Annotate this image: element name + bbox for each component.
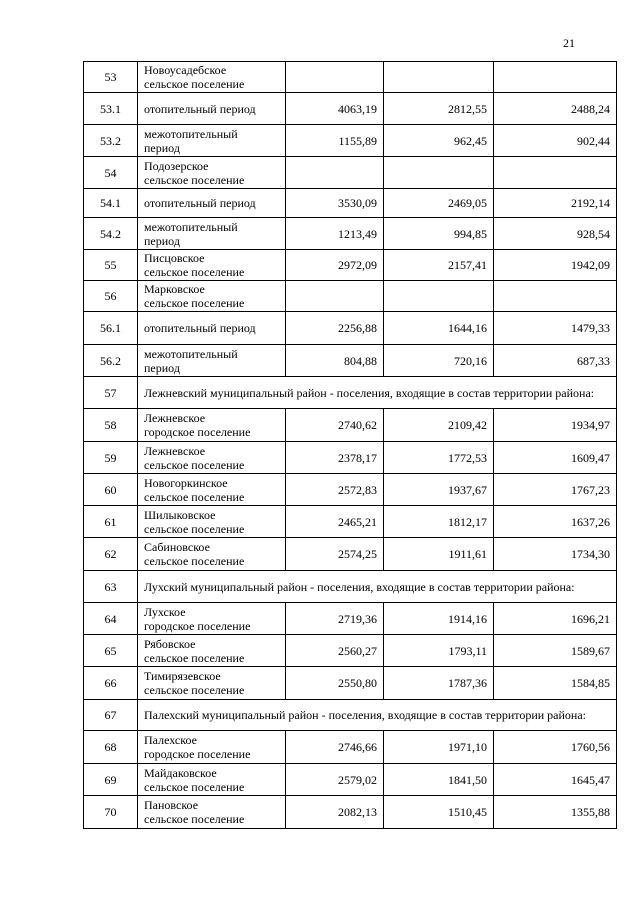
value-col-3 <box>494 281 617 312</box>
settlement-name-line: сельское поселение <box>144 812 245 826</box>
table-row <box>84 312 617 345</box>
row-number: 57 <box>84 377 138 409</box>
table-row <box>84 538 617 571</box>
settlement-name-line: сельское поселение <box>144 77 245 91</box>
value-col-3 <box>494 157 617 189</box>
settlement-name-line: городское поселение <box>144 747 251 761</box>
row-number: 67 <box>84 700 138 731</box>
value-col-2: 2109,42 <box>384 409 494 442</box>
value-col-1: 2572,83 <box>286 474 384 506</box>
settlement-name <box>138 409 286 442</box>
row-number: 63 <box>84 571 138 603</box>
value-col-1: 2082,13 <box>286 796 384 829</box>
table-row <box>84 796 617 829</box>
value-col-2: 2157,41 <box>384 250 494 281</box>
value-col-1: 2560,27 <box>286 635 384 667</box>
settlement-name <box>138 189 286 218</box>
row-number: 68 <box>84 731 138 764</box>
settlement-name-line: сельское поселение <box>144 489 245 504</box>
value-col-3: 1934,97 <box>494 409 617 442</box>
settlement-name-line: Подозерское <box>144 158 209 173</box>
table-row <box>84 189 617 218</box>
row-number: 55 <box>84 250 138 281</box>
value-col-1: 1213,49 <box>286 218 384 250</box>
value-col-3: 1767,23 <box>494 474 617 506</box>
settlement-name <box>138 281 286 312</box>
row-number: 56.2 <box>84 345 138 377</box>
value-col-2: 2469,05 <box>384 189 494 218</box>
row-number: 53.2 <box>84 125 138 157</box>
settlement-name-line: Пановское <box>144 798 199 812</box>
value-col-1: 1155,89 <box>286 125 384 157</box>
settlement-name-line: Шилыковское <box>144 507 216 522</box>
value-col-2: 2812,55 <box>384 93 494 125</box>
table-row <box>84 667 617 700</box>
value-col-3: 2192,14 <box>494 189 617 218</box>
settlement-name <box>138 125 286 157</box>
settlement-name-line: Новогоркинское <box>144 475 228 490</box>
value-col-1: 804,88 <box>286 345 384 377</box>
value-col-2: 1772,53 <box>384 442 494 474</box>
value-col-2: 962,45 <box>384 125 494 157</box>
value-col-2: 1812,17 <box>384 506 494 538</box>
table-row <box>84 700 617 731</box>
settlement-name <box>138 218 286 250</box>
settlement-name-line: сельское поселение <box>144 296 245 310</box>
value-col-2: 720,16 <box>384 345 494 377</box>
value-col-3: 902,44 <box>494 125 617 157</box>
value-col-2: 1971,10 <box>384 731 494 764</box>
settlement-name <box>138 506 286 538</box>
settlement-name <box>138 538 286 571</box>
settlement-name-line: Рябовское <box>144 636 196 651</box>
table-row <box>84 474 617 506</box>
settlement-name-line: Писцовское <box>144 251 205 265</box>
row-number: 58 <box>84 409 138 442</box>
settlement-name-line: сельское поселение <box>144 172 245 187</box>
settlement-name-line: Сабиновское <box>144 540 210 554</box>
row-number: 53 <box>84 62 138 93</box>
value-col-3: 1760,56 <box>494 731 617 764</box>
settlement-name <box>138 731 286 764</box>
settlement-name-line: период <box>144 140 180 155</box>
tariff-table <box>83 61 617 829</box>
row-number: 54.2 <box>84 218 138 250</box>
row-number: 56 <box>84 281 138 312</box>
table-row <box>84 635 617 667</box>
settlement-name-line: период <box>144 360 180 375</box>
value-col-1: 4063,19 <box>286 93 384 125</box>
settlement-name-line: Марковское <box>144 282 205 296</box>
settlement-name-line: сельское поселение <box>144 779 245 794</box>
settlement-name-line: сельское поселение <box>144 521 245 536</box>
settlement-name <box>138 312 286 345</box>
district-heading: Палехский муниципальный район - поселения, входящие в состав территории района: <box>138 700 617 731</box>
value-col-1: 2550,80 <box>286 667 384 700</box>
value-col-3: 1696,21 <box>494 603 617 635</box>
table-row <box>84 603 617 635</box>
settlement-name <box>138 474 286 506</box>
value-col-2: 1937,67 <box>384 474 494 506</box>
value-col-1: 2719,36 <box>286 603 384 635</box>
value-col-3: 1589,67 <box>494 635 617 667</box>
table-body <box>84 62 617 829</box>
value-col-2: 1914,16 <box>384 603 494 635</box>
value-col-2: 1911,61 <box>384 538 494 571</box>
settlement-name-line: сельское поселение <box>144 683 245 697</box>
table-row <box>84 93 617 125</box>
row-number: 53.1 <box>84 93 138 125</box>
table-row <box>84 281 617 312</box>
value-col-3: 1942,09 <box>494 250 617 281</box>
row-number: 59 <box>84 442 138 474</box>
value-col-1 <box>286 62 384 93</box>
value-col-3: 928,54 <box>494 218 617 250</box>
settlement-name-line: городское поселение <box>144 618 251 633</box>
value-col-1: 2579,02 <box>286 764 384 796</box>
table-row <box>84 218 617 250</box>
table-row <box>84 764 617 796</box>
table-row <box>84 62 617 93</box>
settlement-name <box>138 764 286 796</box>
settlement-name-line: Тимирязевское <box>144 669 221 683</box>
row-number: 66 <box>84 667 138 700</box>
settlement-name <box>138 250 286 281</box>
value-col-2: 994,85 <box>384 218 494 250</box>
value-col-1: 2574,25 <box>286 538 384 571</box>
value-col-3: 1479,33 <box>494 312 617 345</box>
settlement-name <box>138 157 286 189</box>
settlement-name-line: Лежневское <box>144 443 206 458</box>
settlement-name <box>138 796 286 829</box>
district-heading: Лухский муниципальный район - поселения, входящие в состав территории района: <box>138 571 617 603</box>
value-col-1: 2972,09 <box>286 250 384 281</box>
settlement-name-line: межотопительный <box>144 219 238 234</box>
value-col-2 <box>384 157 494 189</box>
row-number: 69 <box>84 764 138 796</box>
table-row <box>84 409 617 442</box>
value-col-1: 2378,17 <box>286 442 384 474</box>
settlement-name-line: сельское поселение <box>144 265 245 279</box>
settlement-name-line: отопительный период <box>144 101 256 116</box>
value-col-2: 1787,36 <box>384 667 494 700</box>
settlement-name-line: Лухское <box>144 604 186 619</box>
settlement-name <box>138 345 286 377</box>
row-number: 64 <box>84 603 138 635</box>
value-col-1: 2740,62 <box>286 409 384 442</box>
settlement-name-line: период <box>144 233 180 248</box>
value-col-3: 1637,26 <box>494 506 617 538</box>
settlement-name <box>138 62 286 93</box>
row-number: 65 <box>84 635 138 667</box>
value-col-3: 687,33 <box>494 345 617 377</box>
value-col-2: 1644,16 <box>384 312 494 345</box>
value-col-3: 1355,88 <box>494 796 617 829</box>
value-col-3 <box>494 62 617 93</box>
table-row <box>84 571 617 603</box>
settlement-name <box>138 603 286 635</box>
table-row <box>84 731 617 764</box>
settlement-name-line: городское поселение <box>144 425 251 439</box>
value-col-2: 1793,11 <box>384 635 494 667</box>
settlement-name-line: Палехское <box>144 733 197 747</box>
value-col-3: 1609,47 <box>494 442 617 474</box>
value-col-2: 1841,50 <box>384 764 494 796</box>
row-number: 70 <box>84 796 138 829</box>
row-number: 54 <box>84 157 138 189</box>
value-col-3: 1734,30 <box>494 538 617 571</box>
value-col-1: 2746,66 <box>286 731 384 764</box>
value-col-1: 3530,09 <box>286 189 384 218</box>
settlement-name-line: сельское поселение <box>144 554 245 568</box>
settlement-name-line: отопительный период <box>144 196 256 210</box>
settlement-name <box>138 635 286 667</box>
settlement-name-line: сельское поселение <box>144 457 245 472</box>
table-row <box>84 157 617 189</box>
table-row <box>84 506 617 538</box>
settlement-name-line: межотопительный <box>144 346 238 361</box>
settlement-name-line: отопительный период <box>144 321 256 335</box>
value-col-1: 2465,21 <box>286 506 384 538</box>
value-col-2 <box>384 281 494 312</box>
value-col-2: 1510,45 <box>384 796 494 829</box>
value-col-1 <box>286 157 384 189</box>
row-number: 62 <box>84 538 138 571</box>
table-row <box>84 125 617 157</box>
value-col-3: 1645,47 <box>494 764 617 796</box>
district-heading: Лежневский муниципальный район - поселения, входящие в состав территории района: <box>138 377 617 409</box>
row-number: 60 <box>84 474 138 506</box>
settlement-name-line: Новоусадебское <box>144 63 227 77</box>
value-col-1 <box>286 281 384 312</box>
value-col-2 <box>384 62 494 93</box>
settlement-name <box>138 667 286 700</box>
settlement-name <box>138 442 286 474</box>
settlement-name <box>138 93 286 125</box>
value-col-1: 2256,88 <box>286 312 384 345</box>
settlement-name-line: межотопительный <box>144 126 238 141</box>
row-number: 56.1 <box>84 312 138 345</box>
value-col-3: 1584,85 <box>494 667 617 700</box>
table-row <box>84 442 617 474</box>
page-number: 21 <box>563 36 575 50</box>
settlement-name-line: Лежневское <box>144 411 206 425</box>
settlement-name-line: Майдаковское <box>144 765 217 780</box>
value-col-3: 2488,24 <box>494 93 617 125</box>
settlement-name-line: сельское поселение <box>144 650 245 665</box>
table-row <box>84 377 617 409</box>
table-row <box>84 250 617 281</box>
table-row <box>84 345 617 377</box>
row-number: 61 <box>84 506 138 538</box>
row-number: 54.1 <box>84 189 138 218</box>
